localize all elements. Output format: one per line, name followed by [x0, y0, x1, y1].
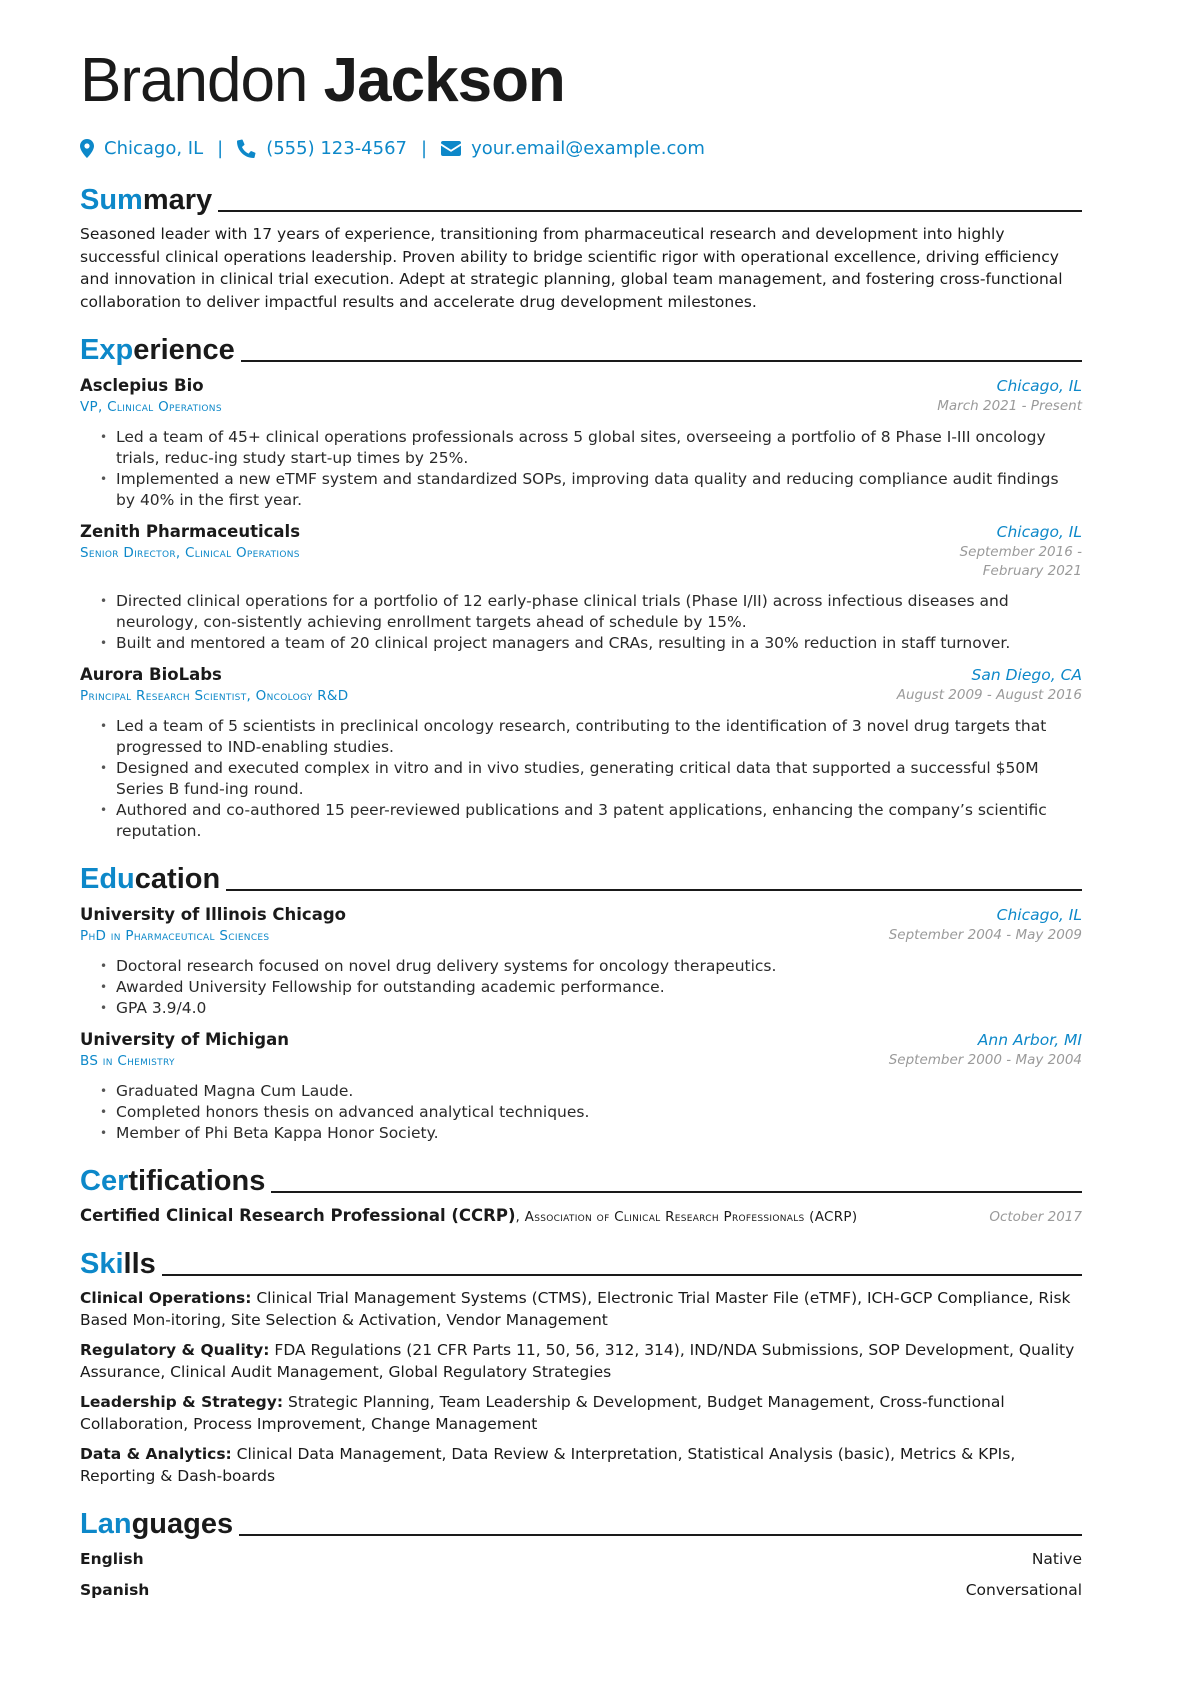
language-level: Native [1031, 1550, 1082, 1568]
contact-email[interactable] [441, 138, 705, 159]
section-rule [162, 1274, 1082, 1276]
section-title-accent: Ski [80, 1248, 124, 1280]
skill-items: Clinical Trial Management Systems (CTMS), Electronic Trial Master File (eTMF), ICH-GCP Compliance, Risk Based Mon-itoring, Site Selection & Activation, Vendor Management [80, 1289, 1071, 1329]
language-entry [80, 1548, 1082, 1570]
school-name: University of Illinois Chicago [80, 905, 346, 924]
achievement-item: • Led a team of 45+ clinical operations professionals across 5 global sites, overseeing a portfolio of 8 Phase I-III oncology trials, reduc-ing study start-up times by 25%. [116, 427, 1082, 469]
employer-name: Zenith Pharmaceuticals [80, 522, 301, 541]
language-entry [80, 1579, 1082, 1601]
section-title-accent: Lan [80, 1508, 132, 1540]
section-rule [218, 210, 1082, 212]
achievement-list [80, 591, 1082, 654]
skill-group [80, 1391, 1082, 1435]
education-detail-list [80, 1081, 1082, 1144]
certification-date: October 2017 [989, 1209, 1082, 1225]
degree-title: BS in Chemistry [80, 1053, 175, 1069]
job-dates: August 2009 - August 2016 [896, 687, 1082, 703]
languages-section [80, 1503, 1082, 1601]
contact-location [80, 138, 203, 159]
contact-separator: | [421, 138, 428, 159]
certifications-section [80, 1160, 1082, 1227]
phone-text: (555) 123-4567 [266, 138, 407, 159]
contact-phone[interactable] [237, 138, 407, 159]
education-detail-item: • Doctoral research focused on novel drug delivery systems for oncology therapeutics. [116, 956, 1082, 977]
section-title-rest: mary [142, 184, 213, 216]
section-header [80, 858, 1082, 894]
experience-entry [80, 664, 1082, 842]
employer-name: Asclepius Bio [80, 376, 204, 395]
section-title-accent: Cer [80, 1165, 129, 1197]
experience-entry [80, 521, 1082, 654]
achievement-list [80, 716, 1082, 842]
envelope-icon [441, 141, 461, 156]
language-name: Spanish [80, 1581, 150, 1599]
section-header [80, 329, 1082, 365]
skill-items: FDA Regulations (21 CFR Parts 11, 50, 56, 312, 314), IND/NDA Submissions, SOP Development, Quality Assurance, Clinical Audit Management, Global Regulatory Strategies [80, 1341, 1075, 1381]
section-title-rest: erience [133, 334, 235, 366]
experience-entry [80, 375, 1082, 511]
phone-icon [237, 139, 256, 158]
section-title [80, 336, 235, 365]
section-header [80, 179, 1082, 215]
section-title-rest: cation [134, 863, 221, 895]
achievement-item: • Led a team of 5 scientists in preclinical oncology research, contributing to the identification of 3 novel drug targets that progressed to IND-enabling studies. [116, 716, 1082, 758]
last-name: Jackson [323, 46, 565, 115]
skill-items: Strategic Planning, Team Leadership & Development, Budget Management, Cross-functional Collaboration, Process Improvement, Change Management [80, 1393, 1005, 1433]
skill-items: Clinical Data Management, Data Review & Interpretation, Statistical Analysis (basic), Metrics & KPIs, Reporting & Dash-boards [80, 1445, 1016, 1485]
summary-text: Seasoned leader with 17 years of experience, transitioning from pharmaceutical research and development into highly successful clinical operations leadership. Proven ability to bridge scientific rigor with operational excellence, driving efficiency and innovation in clinical trial execution. Adept at strategic planning, global team management, and fostering cross-functional collaboration to deliver impactful results and accelerate drug development milestones. [80, 225, 1063, 311]
section-header [80, 1243, 1082, 1279]
achievement-item: • Implemented a new eTMF system and standardized SOPs, improving data quality and reducing compliance audit findings by 40% in the first year. [116, 469, 1082, 511]
job-title: Principal Research Scientist, Oncology R&D [80, 688, 349, 704]
summary-section [80, 179, 1082, 313]
certification-entry [80, 1206, 1082, 1227]
education-detail-item: • GPA 3.9/4.0 [116, 998, 1082, 1019]
candidate-name [80, 46, 1082, 115]
certification-issuer: , Association of Clinical Research Professionals (ACRP) [515, 1209, 858, 1225]
school-name: University of Michigan [80, 1030, 289, 1049]
employer-location: San Diego, CA [971, 666, 1082, 684]
school-location: Ann Arbor, MI [977, 1031, 1082, 1049]
job-dates: March 2021 - Present [937, 398, 1082, 414]
employer-location: Chicago, IL [996, 523, 1082, 541]
language-name: English [80, 1550, 144, 1568]
education-detail-item: • Completed honors thesis on advanced analytical techniques. [116, 1102, 1082, 1123]
location-text: Chicago, IL [104, 138, 204, 159]
education-entry [80, 904, 1082, 1019]
email-link: your.email@example.com [471, 138, 705, 159]
section-header [80, 1503, 1082, 1539]
language-level: Conversational [965, 1581, 1082, 1599]
job-dates: September 2016 - February 2021 [959, 544, 1082, 579]
employer-name: Aurora BioLabs [80, 665, 222, 684]
section-header [80, 1160, 1082, 1196]
section-rule [226, 889, 1082, 891]
degree-dates: September 2000 - May 2004 [888, 1052, 1082, 1068]
skill-category: Clinical Operations: [80, 1289, 252, 1307]
section-title-rest: lls [123, 1248, 156, 1280]
job-title: Senior Director, Clinical Operations [80, 545, 300, 561]
achievement-item: • Authored and co-authored 15 peer-reviewed publications and 3 patent applications, enhancing the company’s scientific reputation. [116, 800, 1082, 842]
education-detail-list [80, 956, 1082, 1019]
achievement-item: • Designed and executed complex in vitro and in vivo studies, generating critical data that supported a successful $50M Series B fund-ing round. [116, 758, 1082, 800]
section-title-accent: Edu [80, 863, 135, 895]
first-name: Brandon [80, 46, 308, 115]
degree-dates: September 2004 - May 2009 [888, 927, 1082, 943]
section-title [80, 186, 212, 215]
section-title [80, 1250, 156, 1279]
job-title: VP, Clinical Operations [80, 399, 222, 415]
section-title-accent: Exp [80, 334, 134, 366]
section-title [80, 1510, 233, 1539]
section-title [80, 865, 220, 894]
degree-title: PhD in Pharmaceutical Sciences [80, 928, 270, 944]
section-title-accent: Sum [80, 184, 143, 216]
education-detail-item: • Graduated Magna Cum Laude. [116, 1081, 1082, 1102]
achievement-item: • Directed clinical operations for a portfolio of 12 early-phase clinical trials (Phase I/II) across infectious diseases and neurology, con-sistently achieving enrollment targets ahead of schedule by 15%. [116, 591, 1082, 633]
section-rule [241, 360, 1082, 362]
skill-group [80, 1443, 1082, 1487]
map-pin-icon [80, 139, 94, 158]
section-rule [239, 1534, 1082, 1536]
skill-category: Regulatory & Quality: [80, 1341, 270, 1359]
section-title [80, 1167, 265, 1196]
achievement-list [80, 427, 1082, 511]
section-title-rest: tifications [128, 1165, 266, 1197]
school-location: Chicago, IL [996, 906, 1082, 924]
section-rule [271, 1191, 1082, 1193]
skill-category: Leadership & Strategy: [80, 1393, 284, 1411]
skills-section [80, 1243, 1082, 1487]
experience-section [80, 329, 1082, 842]
education-section [80, 858, 1082, 1144]
certification-name: Certified Clinical Research Professional (CCRP) [80, 1206, 516, 1225]
education-entry [80, 1029, 1082, 1144]
skill-category: Data & Analytics: [80, 1445, 232, 1463]
employer-location: Chicago, IL [996, 377, 1082, 395]
education-detail-item: • Member of Phi Beta Kappa Honor Society. [116, 1123, 1082, 1144]
achievement-item: • Built and mentored a team of 20 clinical project managers and CRAs, resulting in a 30% reduction in staff turnover. [116, 633, 1082, 654]
education-detail-item: • Awarded University Fellowship for outstanding academic performance. [116, 977, 1082, 998]
section-title-rest: guages [131, 1508, 234, 1540]
skill-group [80, 1339, 1082, 1383]
skill-group [80, 1287, 1082, 1331]
contact-separator: | [217, 138, 224, 159]
contact-bar [80, 138, 1082, 159]
